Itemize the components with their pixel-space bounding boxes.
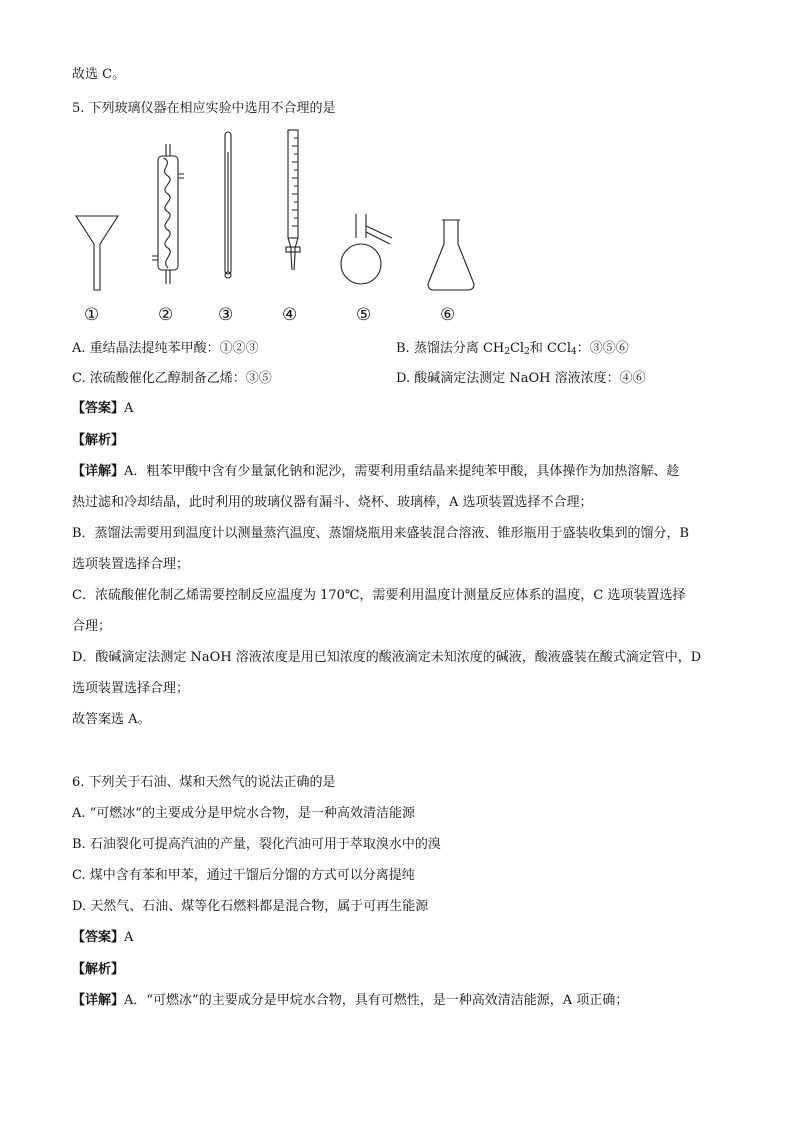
figure-label-3: ③ xyxy=(218,305,234,325)
erlenmeyer-flask-icon xyxy=(426,218,476,294)
q5-detail-line: 【详解】A．粗苯甲酸中含有少量氯化钠和泥沙，需要利用重结晶来提纯苯甲酸，具体操作为加热溶解、趁 xyxy=(72,464,680,479)
q5-option-b: B. 蒸馏法分离 $CH_2Cl_2$和 CCl$_4$：③⑤⑥ xyxy=(396,341,629,357)
q5-option-c: C. 浓硫酸催化乙醇制备乙烯：③⑤ xyxy=(72,371,272,386)
q5-detail-line: 合理； xyxy=(72,619,112,634)
burette-icon xyxy=(282,130,306,288)
previous-conclusion: 故选 C。 xyxy=(72,67,126,82)
q5-detail-line: C．浓硫酸催化制乙烯需要控制反应温度为 170℃，需要利用温度计测量反应体系的温度，C 选项装置选择 xyxy=(72,588,686,603)
figure-label-5: ⑤ xyxy=(356,305,372,325)
distilling-flask-icon xyxy=(340,212,400,292)
q5-detail-line: 故答案选 A。 xyxy=(72,712,151,727)
q5-detail-line: 选项装置选择合理； xyxy=(72,681,190,696)
q5-option-a: A. 重结晶法提纯苯甲酸：①②③ xyxy=(72,341,259,356)
q5-option-d: D. 酸碱滴定法测定 NaOH 溶液浓度：④⑥ xyxy=(396,371,646,386)
instrument-figure xyxy=(60,128,500,328)
q6-analysis-heading: 【解析】 xyxy=(72,962,125,977)
question-6-stem: 6. 下列关于石油、煤和天然气的说法正确的是 xyxy=(72,775,336,790)
q6-option-c: C. 煤中含有苯和甲苯，通过干馏后分馏的方式可以分离提纯 xyxy=(72,868,415,883)
q5-detail-line: 选项装置选择合理； xyxy=(72,557,190,572)
q6-option-d: D. 天然气、石油、煤等化石燃料都是混合物，属于可再生能源 xyxy=(72,899,429,914)
figure-label-2: ② xyxy=(158,305,174,325)
figure-label-6: ⑥ xyxy=(440,305,456,325)
q5-answer: 【答案】A xyxy=(72,401,134,416)
condenser-icon xyxy=(154,144,186,286)
q6-option-b: B. 石油裂化可提高汽油的产量，裂化汽油可用于萃取溴水中的溴 xyxy=(72,837,441,852)
q5-detail-line: D．酸碱滴定法测定 NaOH 溶液浓度是用已知浓度的酸液滴定未知浓度的碱液，酸液盛装在酸式滴定管中，D xyxy=(72,650,702,665)
question-5-stem: 5. 下列玻璃仪器在相应实验中选用不合理的是 xyxy=(72,101,336,116)
q6-detail-line: 【详解】A．“可燃冰”的主要成分是甲烷水合物，具有可燃性，是一种高效清洁能源，A 项正确； xyxy=(72,993,629,1008)
funnel-icon xyxy=(74,214,120,294)
figure-label-4: ④ xyxy=(282,305,298,325)
q5-analysis-heading: 【解析】 xyxy=(72,433,125,448)
q5-detail-line: 热过滤和冷却结晶，此时利用的玻璃仪器有漏斗、烧杯、玻璃棒，A 选项装置选择不合理； xyxy=(72,495,593,510)
figure-label-1: ① xyxy=(84,305,100,325)
q6-answer: 【答案】A xyxy=(72,930,134,945)
q5-detail-line: B．蒸馏法需要用到温度计以测量蒸汽温度、蒸馏烧瓶用来盛装混合溶液、锥形瓶用于盛装收集到的馏分，B xyxy=(72,526,690,541)
q6-option-a: A. “可燃冰”的主要成分是甲烷水合物，是一种高效清洁能源 xyxy=(72,806,415,821)
thermometer-icon xyxy=(220,132,236,282)
